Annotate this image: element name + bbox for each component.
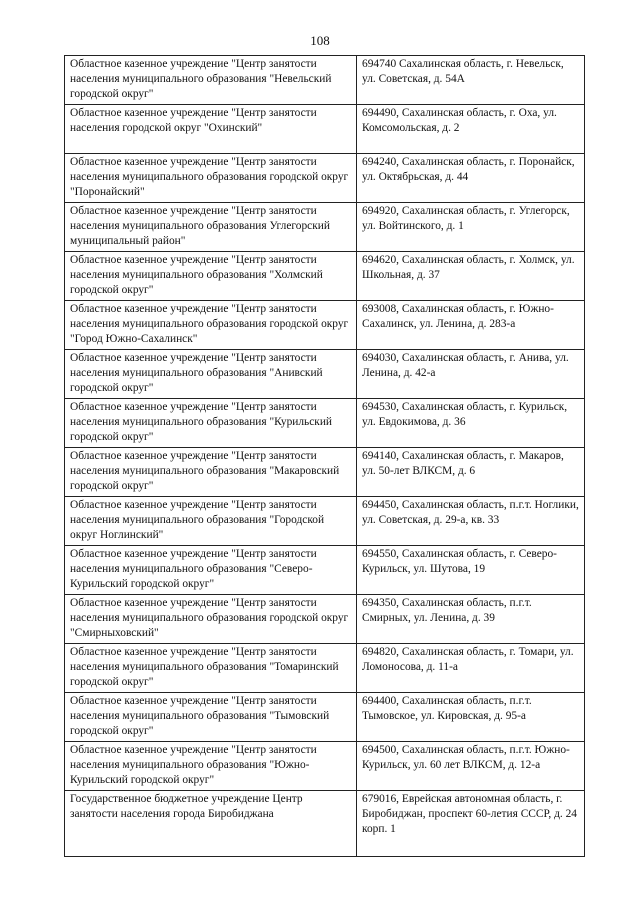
table-row (65, 448, 585, 497)
institution-name: Областное казенное учреждение "Центр занятости населения муниципального образования "Томаринский городской округ" (65, 644, 357, 693)
table-row (65, 644, 585, 693)
table-row (65, 546, 585, 595)
institution-name: Областное казенное учреждение "Центр занятости населения муниципального образования "Курильский городской округ" (65, 399, 357, 448)
institution-name: Областное казенное учреждение "Центр занятости населения муниципального образования "Анивский городской округ" (65, 350, 357, 399)
institution-address: 694500, Сахалинская область, п.г.т. Южно-Курильск, ул. 60 лет ВЛКСМ, д. 12-а (357, 742, 585, 791)
institution-name: Областное казенное учреждение "Центр занятости населения городской округ "Охинский" (65, 105, 357, 154)
institution-name: Областное казенное учреждение "Центр занятости населения муниципального образования "Городской округ Ноглинский" (65, 497, 357, 546)
institution-address: 694620, Сахалинская область, г. Холмск, ул. Школьная, д. 37 (357, 252, 585, 301)
institutions-table (64, 55, 585, 857)
table-row (65, 154, 585, 203)
institution-address: 694550, Сахалинская область, г. Северо-Курильск, ул. Шутова, 19 (357, 546, 585, 595)
institution-address: 694240, Сахалинская область, г. Поронайск, ул. Октябрьская, д. 44 (357, 154, 585, 203)
table-row (65, 693, 585, 742)
institution-address: 694490, Сахалинская область, г. Оха, ул. Комсомольская, д. 2 (357, 105, 585, 154)
institution-name: Областное казенное учреждение "Центр занятости населения муниципального образования городской округ "Поронайский" (65, 154, 357, 203)
table-row (65, 497, 585, 546)
institution-address: 694920, Сахалинская область, г. Углегорск, ул. Войтинского, д. 1 (357, 203, 585, 252)
institution-name: Областное казенное учреждение "Центр занятости населения муниципального образования "Макаровский городской округ" (65, 448, 357, 497)
institution-name: Областное казенное учреждение "Центр занятости населения муниципального образования "Тымовский городской округ" (65, 693, 357, 742)
page-number: 108 (310, 33, 330, 48)
institution-address: 679016, Еврейская автономная область, г. Биробиджан, проспект 60-летия СССР, д. 24 корп. 1 (357, 791, 585, 857)
table-row (65, 252, 585, 301)
institution-address: 693008, Сахалинская область, г. Южно-Сахалинск, ул. Ленина, д. 283-а (357, 301, 585, 350)
institution-address: 694350, Сахалинская область, п.г.т. Смирных, ул. Ленина, д. 39 (357, 595, 585, 644)
institution-name: Областное казенное учреждение "Центр занятости населения муниципального образования Углегорский муниципальный район" (65, 203, 357, 252)
table-row (65, 742, 585, 791)
institution-address: 694140, Сахалинская область, г. Макаров, ул. 50-лет ВЛКСМ, д. 6 (357, 448, 585, 497)
institution-address: 694030, Сахалинская область, г. Анива, ул. Ленина, д. 42-а (357, 350, 585, 399)
table-row (65, 350, 585, 399)
table-row (65, 301, 585, 350)
institution-name: Областное казенное учреждение "Центр занятости населения муниципального образования "Холмский городской округ" (65, 252, 357, 301)
institution-address: 694530, Сахалинская область, г. Курильск, ул. Евдокимова, д. 36 (357, 399, 585, 448)
institution-address: 694740 Сахалинская область, г. Невельск, ул. Советская, д. 54А (357, 56, 585, 105)
table-row (65, 791, 585, 857)
institution-address: 694450, Сахалинская область, п.г.т. Ноглики, ул. Советская, д. 29-а, кв. 33 (357, 497, 585, 546)
table-row (65, 399, 585, 448)
institution-name: Государственное бюджетное учреждение Центр занятости населения города Биробиджана (65, 791, 357, 857)
institution-name: Областное казенное учреждение "Центр занятости населения муниципального образования "Невельский городской округ" (65, 56, 357, 105)
table-row (65, 56, 585, 105)
institution-address: 694400, Сахалинская область, п.г.т. Тымовское, ул. Кировская, д. 95-а (357, 693, 585, 742)
institution-address: 694820, Сахалинская область, г. Томари, ул. Ломоносова, д. 11-а (357, 644, 585, 693)
institution-name: Областное казенное учреждение "Центр занятости населения муниципального образования "Северо-Курильский городской округ" (65, 546, 357, 595)
table-row (65, 595, 585, 644)
table-row (65, 105, 585, 154)
institution-name: Областное казенное учреждение "Центр занятости населения муниципального образования городской округ "Смирныховский" (65, 595, 357, 644)
table-row (65, 203, 585, 252)
institution-name: Областное казенное учреждение "Центр занятости населения муниципального образования городской округ "Город Южно-Сахалинск" (65, 301, 357, 350)
institution-name: Областное казенное учреждение "Центр занятости населения муниципального образования "Южно-Курильский городской округ" (65, 742, 357, 791)
